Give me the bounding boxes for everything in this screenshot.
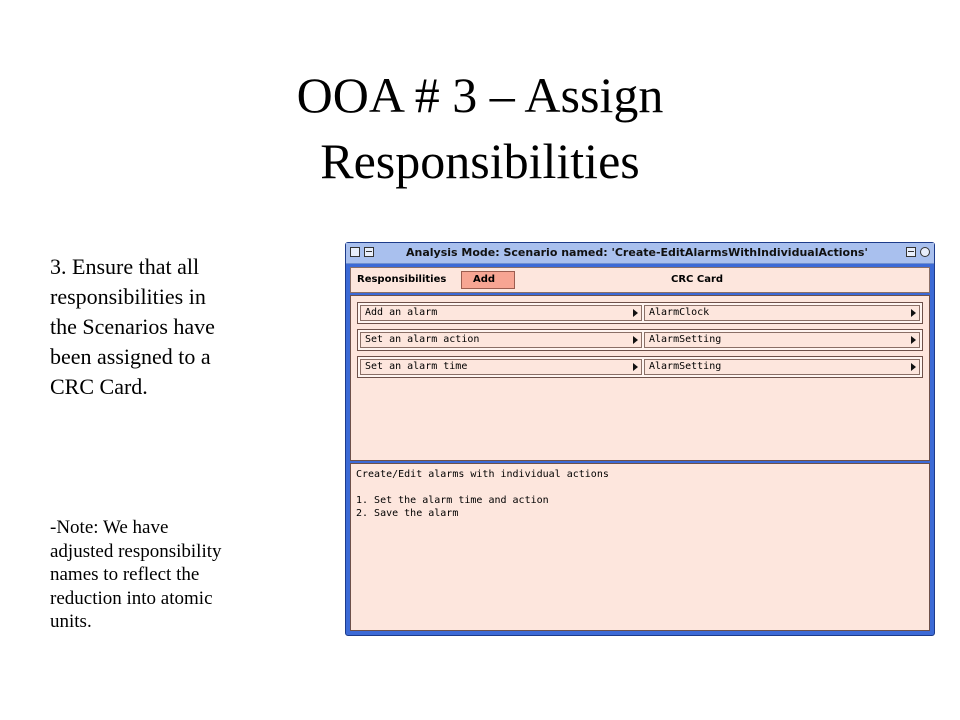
add-button[interactable]: Add <box>461 271 515 289</box>
slide-title-line-2: Responsibilities <box>320 133 640 189</box>
main-point-line: the Scenarios have <box>50 314 215 339</box>
window-titlebar[interactable] <box>346 243 934 264</box>
note-line: units. <box>50 611 92 632</box>
responsibility-row <box>357 356 923 378</box>
crc-card-text: AlarmSetting <box>649 361 722 372</box>
responsibilities-toolbar <box>350 267 930 293</box>
responsibility-field[interactable] <box>360 332 642 348</box>
crc-card-label: CRC Card <box>671 274 724 285</box>
main-point-line: CRC Card. <box>50 374 148 399</box>
note-text <box>50 516 310 634</box>
slide-title <box>0 62 960 194</box>
window-minimize-icon[interactable] <box>906 247 916 257</box>
scenario-heading: Create/Edit alarms with individual actions <box>356 469 609 480</box>
responsibility-text: Set an alarm action <box>365 334 480 345</box>
dropdown-arrow-icon[interactable] <box>633 363 638 371</box>
note-line: names to reflect the <box>50 564 200 585</box>
scenario-text-area[interactable] <box>350 463 930 631</box>
dropdown-arrow-icon[interactable] <box>633 309 638 317</box>
slide-title-line-1: OOA # 3 – Assign <box>296 67 664 123</box>
window-menu-icon[interactable] <box>364 247 374 257</box>
responsibility-field[interactable] <box>360 305 642 321</box>
dropdown-arrow-icon[interactable] <box>911 309 916 317</box>
crc-card-select[interactable] <box>644 332 920 348</box>
crc-card-select[interactable] <box>644 359 920 375</box>
note-line: reduction into atomic <box>50 587 213 609</box>
main-point-line: responsibilities in <box>50 284 206 309</box>
dropdown-arrow-icon[interactable] <box>911 336 916 344</box>
responsibility-row <box>357 329 923 351</box>
scenario-step: 1. Set the alarm time and action <box>356 495 549 506</box>
responsibility-text: Add an alarm <box>365 307 438 318</box>
crc-card-text: AlarmClock <box>649 307 710 318</box>
dropdown-arrow-icon[interactable] <box>633 336 638 344</box>
window-close-icon[interactable] <box>350 247 360 257</box>
note-line: adjusted responsibility <box>50 540 222 562</box>
responsibility-row <box>357 302 923 324</box>
note-line: -Note: We have <box>50 517 169 538</box>
main-point-line: 3. Ensure that all <box>50 254 200 279</box>
window-maximize-icon[interactable] <box>920 247 930 257</box>
main-point <box>50 252 300 402</box>
responsibilities-label: Responsibilities <box>357 274 447 285</box>
responsibility-text: Set an alarm time <box>365 361 468 372</box>
crc-card-text: AlarmSetting <box>649 334 722 345</box>
crc-card-select[interactable] <box>644 305 920 321</box>
window-title: Analysis Mode: Scenario named: 'Create-EditAlarmsWithIndividualActions' <box>406 246 868 259</box>
responsibility-field[interactable] <box>360 359 642 375</box>
scenario-step: 2. Save the alarm <box>356 508 459 519</box>
main-point-line: been assigned to a <box>50 344 211 369</box>
analysis-window <box>345 242 935 636</box>
responsibilities-list <box>350 295 930 461</box>
dropdown-arrow-icon[interactable] <box>911 363 916 371</box>
